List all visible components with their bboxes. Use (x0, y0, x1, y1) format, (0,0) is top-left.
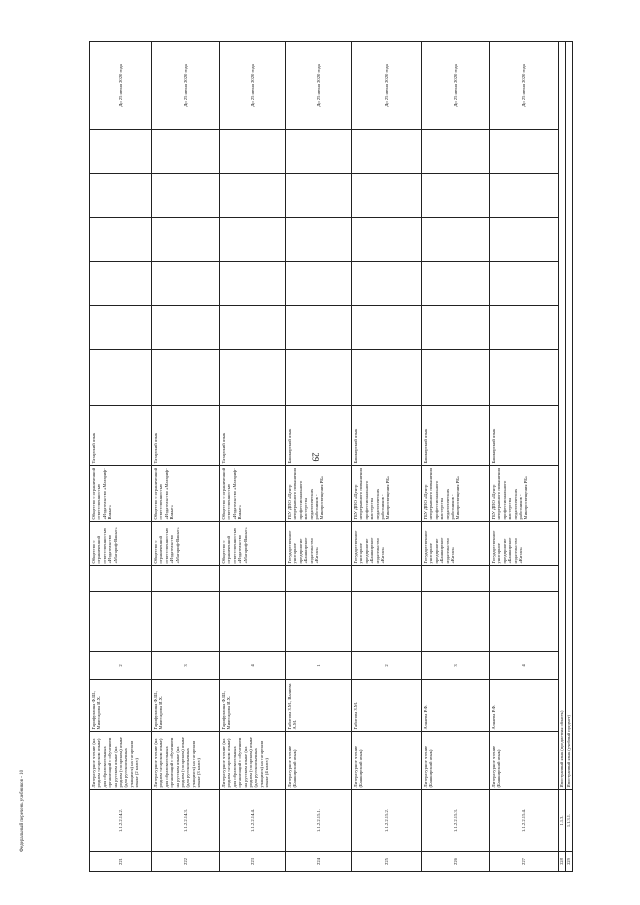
empty-cell (490, 592, 559, 652)
publisher-name: Государственное унитарное предприятие «Башкирское издательство «Китап» (422, 522, 490, 566)
empty-cell (286, 306, 352, 350)
empty-cell (220, 306, 286, 350)
publisher-name: Государственное унитарное предприятие «Башкирское издательство «Китап» (352, 522, 422, 566)
publisher-name: Общество с ограниченной ответственностью «Издательство «Магариф-Вакыт» (90, 522, 152, 566)
empty-cell (490, 130, 559, 174)
empty-cell (220, 566, 286, 592)
row-code: 1.1.2.2.15.1. (286, 790, 352, 852)
row-code: 1.1.2.2.14.3. (152, 790, 220, 852)
empty-cell (152, 592, 220, 652)
row-code: 1.1.2.2.14.4. (220, 790, 286, 852)
table-row (490, 42, 559, 872)
textbook-name: Литературное чтение (на родном татарском языке) для образовательных организаций с обучением на русском языке (на родном (татарском) языке (для русскоязычных учащихся) на татарском языке (2 класс) (90, 732, 152, 790)
empty-cell (490, 350, 559, 406)
table-row (90, 42, 152, 872)
textbook-grade: 2 (90, 652, 152, 680)
empty-cell (286, 350, 352, 406)
empty-cell (352, 174, 422, 218)
row-number: 224 (286, 852, 352, 872)
row-number: 222 (152, 852, 220, 872)
teaching-language: Татарский язык (220, 406, 286, 466)
teaching-language: Башкирский язык (490, 406, 559, 466)
empty-cell (422, 130, 490, 174)
publisher-full-name: ГБУ ДПО «Центр непрерывного повышения профессионального мастерства педагогических работников - Минпросвещения РБ» (286, 466, 352, 522)
empty-cell (286, 218, 352, 262)
empty-cell (220, 218, 286, 262)
empty-cell (422, 174, 490, 218)
table-row (286, 42, 352, 872)
empty-cell (90, 566, 152, 592)
teaching-language: Татарский язык (152, 406, 220, 466)
row-number: 229 (566, 852, 573, 872)
empty-cell (352, 592, 422, 652)
row-code: 1.1.3.1. (566, 790, 573, 852)
row-number: 225 (352, 852, 422, 872)
publisher-name: Общество с ограниченной ответственностью «Издательство «Магариф-Вакыт» (152, 522, 220, 566)
empty-cell (152, 130, 220, 174)
textbook-grade: 3 (422, 652, 490, 680)
empty-cell (422, 306, 490, 350)
deadline: До 25 июня 2020 года (490, 42, 559, 130)
empty-cell (286, 174, 352, 218)
row-code: 1.1.2.2.15.3. (422, 790, 490, 852)
empty-cell (286, 566, 352, 592)
textbook-name: Литературное чтение (Башкирский язык) (422, 732, 490, 790)
row-number: 227 (490, 852, 559, 872)
textbook-grade: 4 (220, 652, 286, 680)
textbook-name: Литературное чтение (на родном татарском языке) для образовательных организаций с обучением на русском языке (на родном (татарском) языке (для русскоязычных учащихся) на татарском языке (3 класс) (152, 732, 220, 790)
empty-cell (422, 262, 490, 306)
table-row (220, 42, 286, 872)
textbook-list-table (89, 41, 573, 872)
row-number: 223 (220, 852, 286, 872)
empty-cell (352, 350, 422, 406)
publisher-name: Общество с ограниченной ответственностью «Издательство «Магариф-Вакыт» (220, 522, 286, 566)
empty-cell (352, 566, 422, 592)
empty-cell (220, 130, 286, 174)
textbook-authors: Габитова З.М., Валиева А.М. (286, 680, 352, 732)
rotated-table-wrapper (89, 42, 572, 872)
textbook-authors: Гарифуллина Ф.Ш., Мияссарова И.Х. (152, 680, 220, 732)
publisher-full-name: Общество с ограниченной ответственностью «Издательство «Магариф-Вакыт» (220, 466, 286, 522)
row-number: 221 (90, 852, 152, 872)
deadline: До 25 июня 2020 года (152, 42, 220, 130)
empty-cell (286, 262, 352, 306)
row-code: 1.1.2.2.15.2. (352, 790, 422, 852)
deadline: До 25 июня 2020 года (220, 42, 286, 130)
empty-cell (152, 218, 220, 262)
section-title: Иностранный язык (предметная область) (559, 42, 566, 790)
textbook-authors: Гарифуллина Ф.Ш., Мияссарова И.Х. (90, 680, 152, 732)
textbook-authors: Габитова З.М. (352, 680, 422, 732)
textbook-grade: 3 (152, 652, 220, 680)
deadline: До 25 июня 2020 года (286, 42, 352, 130)
textbook-name: Литературное чтение (Башкирский язык) (286, 732, 352, 790)
section-row (559, 42, 566, 872)
empty-cell (220, 174, 286, 218)
textbook-name: Литературное чтение (Башкирский язык) (352, 732, 422, 790)
textbook-authors: Азнаева Р.Ф. (490, 680, 559, 732)
empty-cell (422, 350, 490, 406)
empty-cell (90, 350, 152, 406)
empty-cell (220, 592, 286, 652)
teaching-language: Башкирский язык (422, 406, 490, 466)
table-row (152, 42, 220, 872)
empty-cell (152, 262, 220, 306)
empty-cell (286, 130, 352, 174)
teaching-language: Башкирский язык (286, 406, 352, 466)
empty-cell (490, 174, 559, 218)
deadline: До 25 июня 2020 года (422, 42, 490, 130)
publisher-full-name: ГБУ ДПО «Центр непрерывного повышения профессионального мастерства педагогических работников - Минпросвещения РБ» (490, 466, 559, 522)
textbook-authors: Азнаева Р.Ф. (422, 680, 490, 732)
page-number: 29 (310, 452, 321, 462)
publisher-name: Государственное унитарное предприятие «Башкирское издательство «Китап» (490, 522, 559, 566)
empty-cell (422, 566, 490, 592)
publisher-name: Государственное унитарное предприятие «Башкирское издательство «Китап» (286, 522, 352, 566)
deadline: До 25 июня 2020 года (352, 42, 422, 130)
deadline: До 25 июня 2020 года (90, 42, 152, 130)
empty-cell (422, 592, 490, 652)
row-code: 1.1.2.2.15.4. (490, 790, 559, 852)
textbook-name: Литературное чтение (на родном татарском языке) для образовательных организаций с обучением на русском языке (на родном (татарском) языке (для русскоязычных учащихся) на татарском языке (4 класс) (220, 732, 286, 790)
empty-cell (352, 262, 422, 306)
section-row (566, 42, 573, 872)
empty-cell (90, 592, 152, 652)
textbook-grade: 4 (490, 652, 559, 680)
page-footer: Федеральный перечень учебников - 10 (20, 769, 25, 852)
textbook-authors: Гарифуллина Ф.Ш., Мияссарова И.Х. (220, 680, 286, 732)
empty-cell (90, 306, 152, 350)
empty-cell (90, 130, 152, 174)
empty-cell (220, 350, 286, 406)
empty-cell (490, 566, 559, 592)
textbook-name: Литературное чтение (Башкирский язык) (490, 732, 559, 790)
empty-cell (220, 262, 286, 306)
row-code: 1.1.3. (559, 790, 566, 852)
empty-cell (152, 350, 220, 406)
table-row (422, 42, 490, 872)
textbook-grade: 1 (286, 652, 352, 680)
publisher-full-name: Общество с ограниченной ответственностью «Издательство «Магариф-Вакыт» (152, 466, 220, 522)
publisher-full-name: ГБУ ДПО «Центр непрерывного повышения профессионального мастерства педагогических работников - Минпросвещения РБ» (352, 466, 422, 522)
row-number: 228 (559, 852, 566, 872)
empty-cell (90, 174, 152, 218)
textbook-grade: 2 (352, 652, 422, 680)
row-code: 1.1.2.2.14.2. (90, 790, 152, 852)
teaching-language: Татарский язык (90, 406, 152, 466)
empty-cell (152, 306, 220, 350)
section-title: Иностранный язык (учебный предмет) (566, 42, 573, 790)
empty-cell (352, 306, 422, 350)
empty-cell (286, 592, 352, 652)
empty-cell (90, 262, 152, 306)
empty-cell (490, 218, 559, 262)
table-row (352, 42, 422, 872)
teaching-language: Башкирский язык (352, 406, 422, 466)
publisher-full-name: ГБУ ДПО «Центр непрерывного повышения профессионального мастерства педагогических работников - Минпросвещения РБ» (422, 466, 490, 522)
empty-cell (490, 262, 559, 306)
empty-cell (490, 306, 559, 350)
empty-cell (422, 218, 490, 262)
empty-cell (352, 218, 422, 262)
empty-cell (152, 174, 220, 218)
empty-cell (152, 566, 220, 592)
empty-cell (90, 218, 152, 262)
publisher-full-name: Общество с ограниченной ответственностью «Издательство «Магариф-Вакыт» (90, 466, 152, 522)
empty-cell (352, 130, 422, 174)
row-number: 226 (422, 852, 490, 872)
